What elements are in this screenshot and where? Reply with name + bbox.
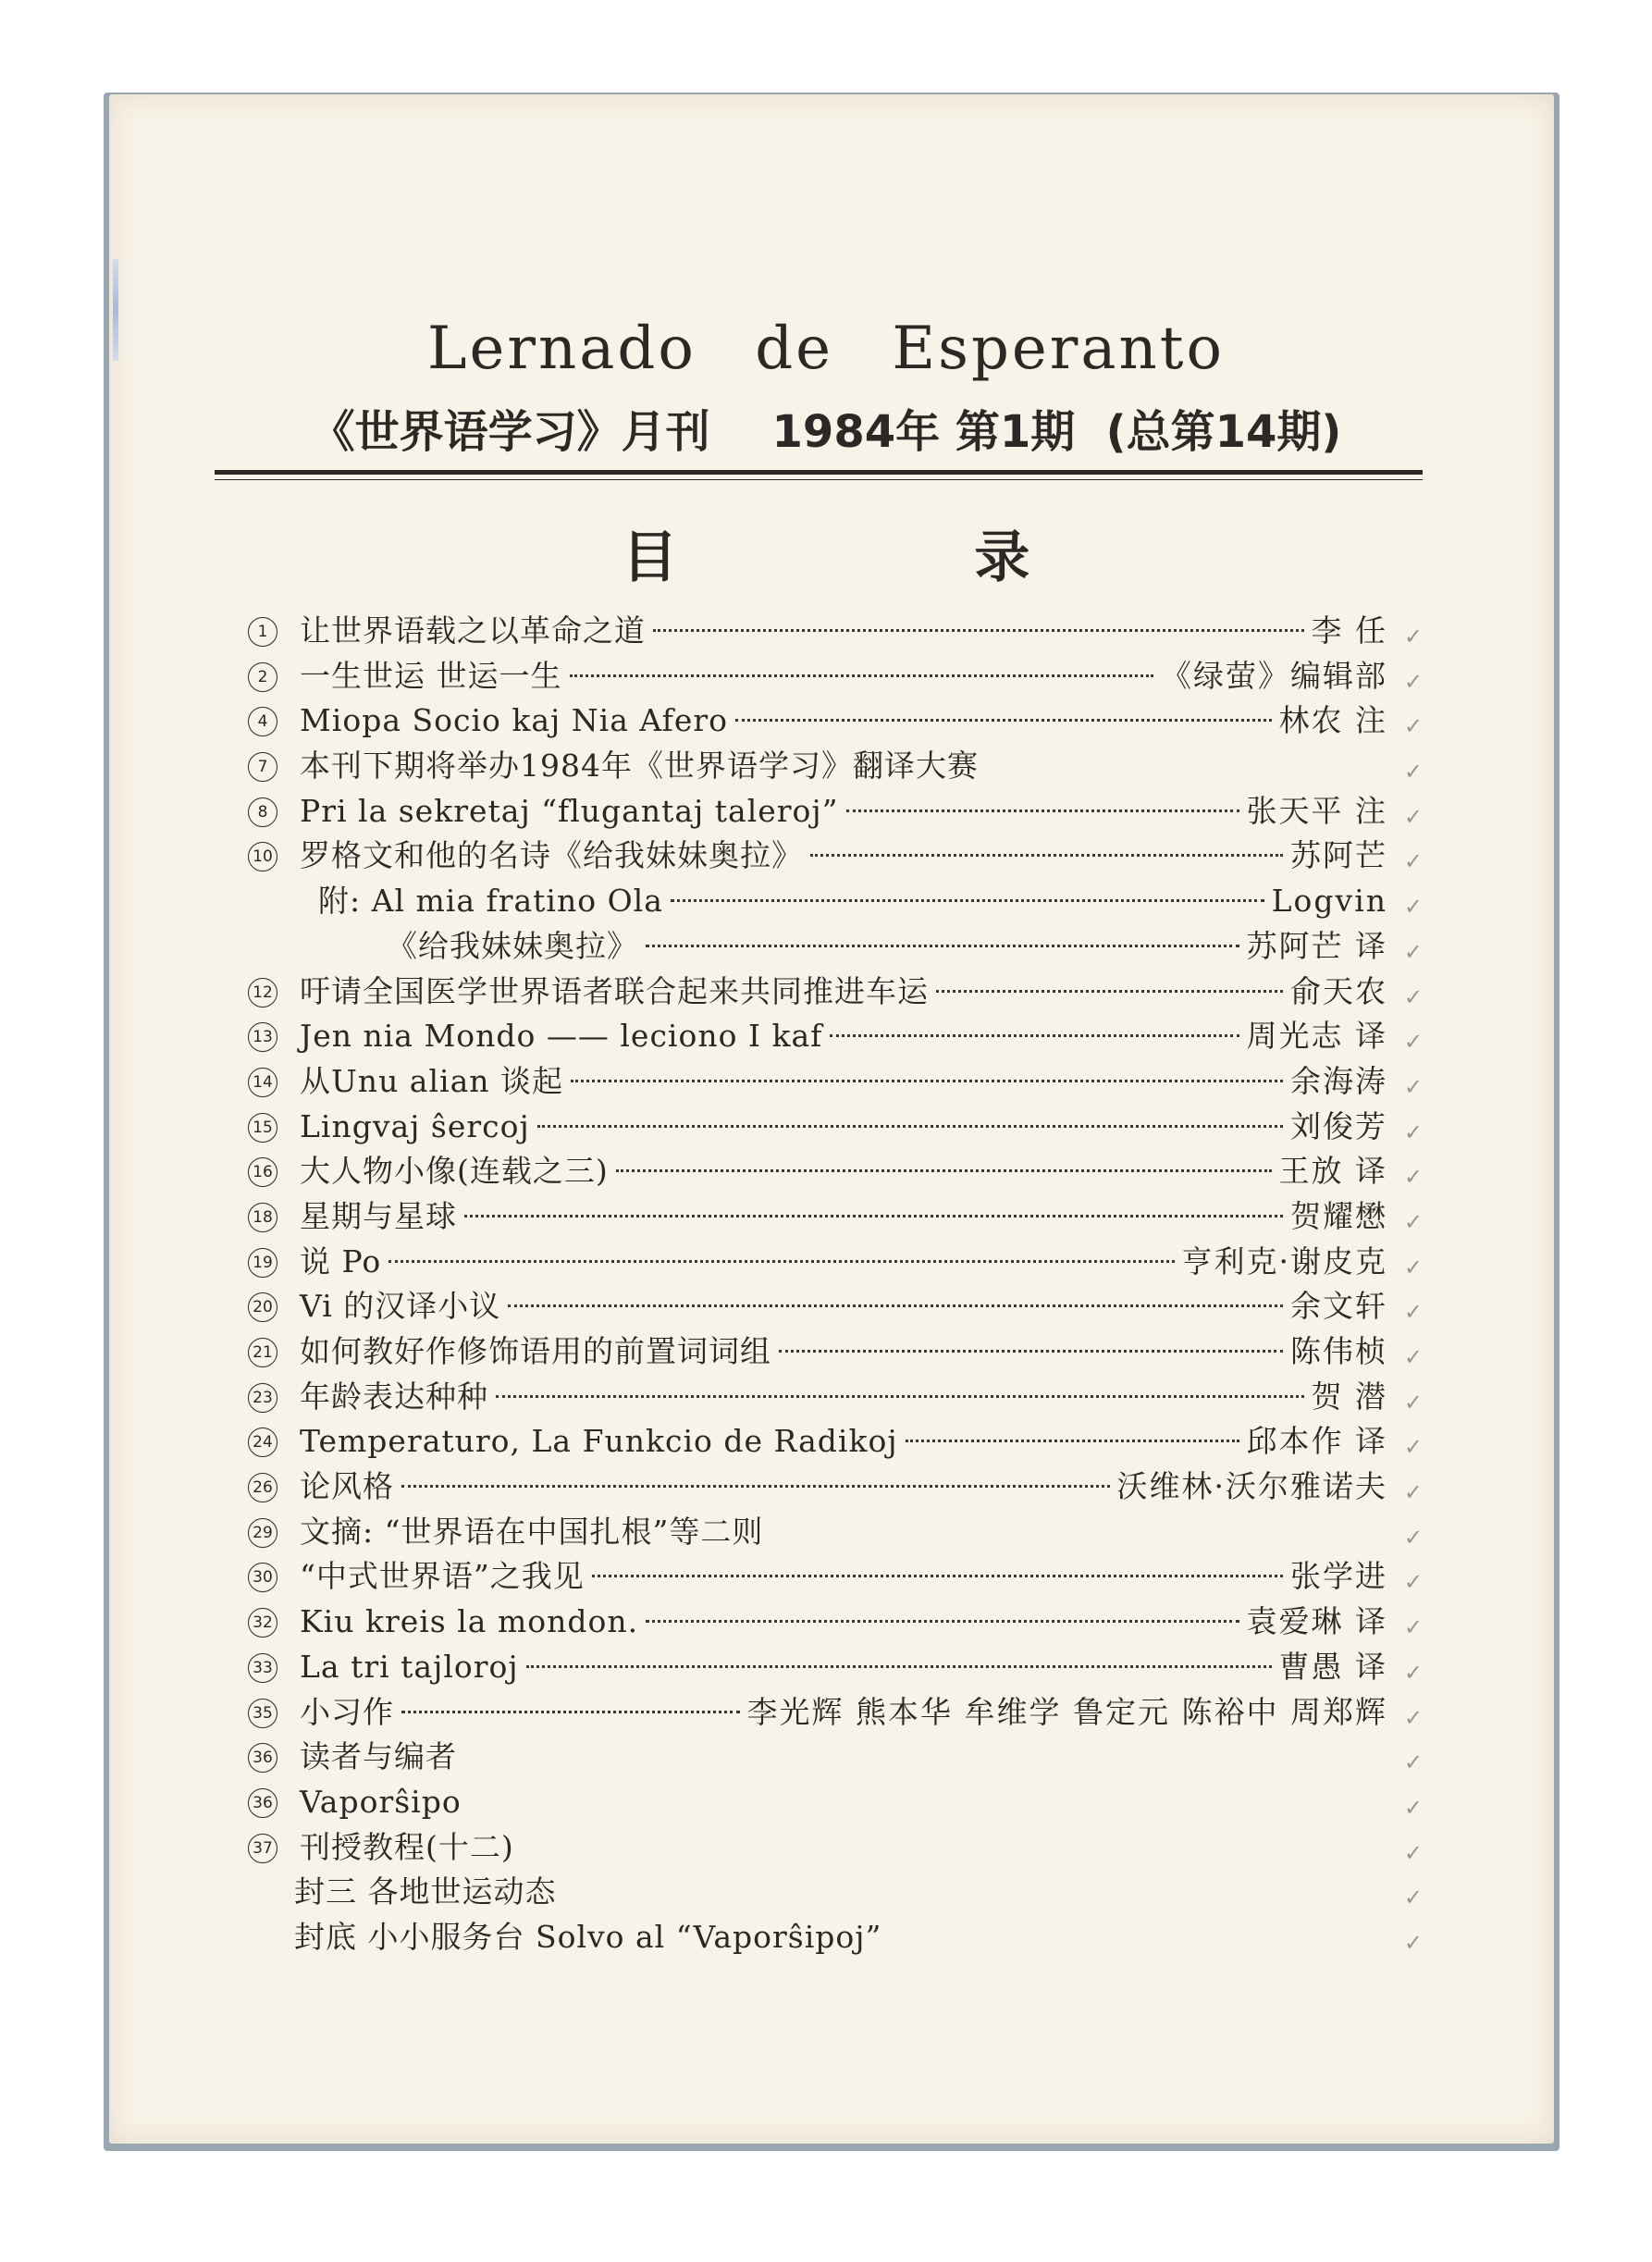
pencil-check-icon: ✓ [1403, 624, 1423, 649]
toc-entry-title: Kiu kreis la mondon. [300, 1603, 639, 1640]
toc-entry-line [300, 1014, 1387, 1059]
dot-leader [537, 1125, 1283, 1128]
page-number-circle: 24 [248, 1428, 277, 1457]
toc-entry-line [300, 1375, 1387, 1420]
page-number-circle: 2 [248, 662, 277, 692]
toc-entry-title: 从Unu alian 谈起 [300, 1062, 564, 1099]
page-number-circle: 7 [248, 752, 277, 782]
toc-entry-line [300, 654, 1387, 699]
toc-entry-line [300, 744, 1387, 789]
page-number-circle: 36 [248, 1743, 277, 1773]
toc-entry-author: 王放 译 [1278, 1153, 1387, 1190]
toc-entry-line [300, 1105, 1387, 1150]
pencil-check-icon: ✓ [1403, 1614, 1423, 1641]
toc-entry-title: 本刊下期将举办1984年《世界语学习》翻译大赛 [300, 748, 979, 785]
toc-entry-author: 袁爱琳 译 [1246, 1603, 1387, 1640]
dot-leader [616, 1169, 1272, 1172]
pencil-check-icon: ✓ [1403, 668, 1423, 695]
toc-entry-title: 说 Po [300, 1242, 382, 1279]
pencil-check-icon: ✓ [1403, 1885, 1423, 1911]
pencil-check-icon: ✓ [1403, 1208, 1423, 1235]
toc-entry-line [294, 1870, 1387, 1915]
toc-entry-title: 文摘: “世界语在中国扎根”等二则 [300, 1513, 764, 1550]
toc-entry-line [387, 924, 1387, 970]
toc-entry-line [300, 789, 1387, 834]
pencil-check-icon: ✓ [1403, 1479, 1423, 1506]
toc-entry-author: 沃维林·沃尔雅诺夫 [1116, 1468, 1387, 1505]
toc-entry-line [300, 698, 1387, 744]
toc-entry-title: 大人物小像(连载之三) [300, 1153, 609, 1190]
pencil-check-icon: ✓ [1403, 1029, 1423, 1056]
dot-leader [388, 1260, 1174, 1263]
toc-entry-title: Pri la sekretaj “flugantaj taleroj” [300, 792, 839, 829]
toc-entry-author: 李光辉 熊本华 牟维学 鲁定元 陈裕中 周郑辉 [746, 1693, 1387, 1730]
dot-leader [646, 1620, 1239, 1623]
toc-entry [248, 1690, 1423, 1736]
toc-entry-title: 罗格文和他的名诗《给我妹妹奥拉》 [300, 837, 803, 874]
page-number-circle: 4 [248, 707, 277, 736]
page-number-circle: 10 [248, 842, 277, 871]
dot-leader [846, 810, 1239, 812]
pencil-check-icon: ✓ [1403, 1299, 1423, 1326]
pencil-check-icon: ✓ [1403, 1704, 1423, 1731]
pencil-check-icon: ✓ [1403, 1839, 1423, 1866]
toc-entry-line [300, 1465, 1387, 1510]
toc-entry [248, 1465, 1423, 1510]
toc-entry-author: 陈伟桢 [1290, 1333, 1387, 1369]
toc-entry-line [300, 970, 1387, 1015]
pencil-check-icon: ✓ [1403, 1389, 1423, 1415]
page-number-circle: 12 [248, 978, 277, 1007]
pencil-check-icon: ✓ [1403, 1569, 1423, 1596]
toc-entry [248, 924, 1423, 970]
toc-entry-line [300, 1284, 1387, 1329]
toc-entry-title: Miopa Socio kaj Nia Afero [300, 702, 728, 739]
page-number-circle: 35 [248, 1699, 277, 1728]
toc-entry [248, 744, 1423, 789]
toc-entry-title: 星期与星球 [300, 1197, 457, 1234]
toc-entry [248, 1014, 1423, 1059]
pencil-check-icon: ✓ [1403, 1119, 1423, 1145]
toc-entry [248, 1735, 1423, 1780]
toc-entry [248, 654, 1423, 699]
toc-entry-title: La tri tajloroj [300, 1648, 519, 1685]
toc-entry-author: 《绿萤》编辑部 [1161, 657, 1387, 694]
toc-entry-title: 封三 各地世运动态 [294, 1873, 557, 1910]
dot-leader [906, 1440, 1239, 1442]
pencil-check-icon: ✓ [1403, 1524, 1423, 1551]
toc-entry-line [300, 1825, 1387, 1871]
dot-leader [646, 945, 1239, 947]
toc-entry-title: Vi 的汉译小议 [300, 1288, 501, 1325]
toc-entry [248, 1375, 1423, 1420]
pencil-check-icon: ✓ [1403, 1929, 1423, 1956]
toc-entry [248, 1059, 1423, 1105]
toc-entry-line [300, 1600, 1387, 1645]
toc-entry [248, 1870, 1423, 1915]
page-number-circle: 33 [248, 1653, 277, 1683]
toc-entry [248, 1419, 1423, 1465]
pencil-check-icon: ✓ [1403, 1254, 1423, 1280]
pencil-check-icon: ✓ [1403, 848, 1423, 875]
header-rule-thin [215, 479, 1423, 480]
toc-entry-author: 俞天农 [1290, 972, 1387, 1009]
toc-entry-author: 曹愚 译 [1278, 1648, 1387, 1685]
toc-entry-author: 周光志 译 [1246, 1018, 1387, 1055]
toc-entry-title: Lingvaj ŝercoj [300, 1107, 530, 1144]
table-of-contents [248, 609, 1423, 1960]
dot-leader [779, 1350, 1283, 1353]
dot-leader [810, 854, 1283, 857]
toc-entry [248, 1329, 1423, 1375]
toc-entry-line [300, 1735, 1387, 1780]
toc-entry-author: 贺 潜 [1311, 1378, 1387, 1415]
pencil-check-icon: ✓ [1403, 938, 1423, 965]
dot-leader [830, 1034, 1239, 1037]
toc-entry-author: 余文轩 [1290, 1288, 1387, 1325]
toc-entry [248, 1600, 1423, 1645]
toc-entry [248, 1194, 1423, 1240]
toc-entry [248, 1825, 1423, 1871]
toc-entry-line [300, 1059, 1387, 1105]
toc-entry-title: 如何教好作修饰语用的前置词词组 [300, 1333, 771, 1369]
toc-entry-author: 亨利克·谢皮克 [1181, 1242, 1387, 1279]
toc-entry [248, 1284, 1423, 1329]
page-number-circle: 21 [248, 1338, 277, 1367]
toc-entry-author: 余海涛 [1290, 1062, 1387, 1099]
toc-entry-line [300, 1554, 1387, 1600]
toc-entry [248, 1645, 1423, 1690]
toc-entry-line [294, 1915, 1387, 1960]
dot-leader [735, 719, 1272, 722]
toc-entry-author: 张学进 [1290, 1558, 1387, 1595]
toc-entry-author: 贺耀懋 [1290, 1197, 1387, 1234]
magazine-title-esperanto: Lernado de Esperanto [427, 315, 1225, 383]
dot-leader [464, 1215, 1283, 1218]
toc-entry [248, 1554, 1423, 1600]
toc-entry-line [318, 879, 1387, 924]
page-number-circle: 32 [248, 1608, 277, 1638]
toc-entry-title: 附: Al mia fratino Ola [318, 883, 663, 920]
pencil-check-icon: ✓ [1403, 713, 1423, 740]
dot-leader [526, 1665, 1272, 1668]
page-number-circle: 30 [248, 1563, 277, 1592]
page-number-circle: 20 [248, 1292, 277, 1322]
toc-entry-title: 论风格 [300, 1468, 394, 1505]
toc-entry-line [300, 1645, 1387, 1690]
dot-leader [570, 674, 1154, 677]
page-number-circle: 29 [248, 1518, 277, 1548]
toc-entry-title: 年龄表达种种 [300, 1378, 488, 1415]
pencil-check-icon: ✓ [1403, 1749, 1423, 1776]
toc-entry [248, 1240, 1423, 1285]
toc-entry-title: Jen nia Mondo —— leciono I kaf [300, 1018, 823, 1055]
pencil-check-icon: ✓ [1403, 983, 1423, 1010]
pencil-check-icon: ✓ [1403, 1659, 1423, 1686]
dot-leader [508, 1304, 1283, 1307]
page-number-circle: 18 [248, 1203, 277, 1232]
toc-entry-line [300, 1240, 1387, 1285]
page-number-circle: 26 [248, 1473, 277, 1502]
toc-entry-title: 刊授教程(十二) [300, 1828, 514, 1865]
pencil-check-icon: ✓ [1403, 1073, 1423, 1100]
toc-entry [248, 1780, 1423, 1825]
page-number-circle: 37 [248, 1834, 277, 1863]
toc-entry-title: 读者与编者 [300, 1738, 457, 1775]
toc-entry-author: 苏阿芒 [1290, 837, 1387, 874]
toc-entry-author: 邱本作 译 [1246, 1423, 1387, 1460]
toc-entry-title: 小习作 [300, 1693, 394, 1730]
dot-leader [936, 990, 1283, 993]
dot-leader [653, 629, 1304, 632]
toc-entry [248, 834, 1423, 879]
toc-entry-line [300, 1149, 1387, 1194]
toc-entry [248, 970, 1423, 1015]
page-number-circle: 1 [248, 617, 277, 647]
toc-entry-line [300, 609, 1387, 654]
toc-entry-author: 刘俊芳 [1290, 1107, 1387, 1144]
toc-entry-title: 《给我妹妹奥拉》 [387, 927, 638, 964]
toc-entry-author: 林农 注 [1278, 702, 1387, 739]
toc-entry [248, 1915, 1423, 1960]
toc-entry-line [300, 1510, 1387, 1555]
page-number-circle: 16 [248, 1157, 277, 1187]
page-number-circle: 15 [248, 1113, 277, 1143]
pencil-check-icon: ✓ [1403, 803, 1423, 830]
dot-leader [401, 1485, 1110, 1488]
page-number-circle: 13 [248, 1022, 277, 1052]
toc-entry [248, 879, 1423, 924]
toc-entry-title: 一生世运 世运一生 [300, 657, 562, 694]
dot-leader [496, 1395, 1304, 1398]
page-number-circle: 14 [248, 1068, 277, 1097]
toc-entry-title: 封底 小小服务台 Solvo al “Vaporŝipoj” [294, 1918, 882, 1955]
header-rule-thick [215, 470, 1423, 475]
toc-entry-line [300, 1780, 1387, 1825]
dot-leader [401, 1711, 740, 1713]
magazine-issue-line: 《世界语学习》月刊 1984年 第1期 (总第14期) [310, 406, 1342, 458]
pencil-check-icon: ✓ [1403, 1344, 1423, 1370]
dot-leader [571, 1080, 1283, 1082]
page-number-circle: 8 [248, 797, 277, 827]
toc-entry-title: 吁请全国医学世界语者联合起来共同推进车运 [300, 972, 929, 1009]
toc-entry-line [300, 1194, 1387, 1240]
toc-entry-line [300, 1329, 1387, 1375]
toc-entry-line [300, 834, 1387, 879]
toc-entry [248, 789, 1423, 834]
page-number-circle: 23 [248, 1383, 277, 1413]
toc-entry-author: 苏阿芒 译 [1246, 927, 1387, 964]
toc-entry [248, 1510, 1423, 1555]
toc-entry-title: Temperaturo, La Funkcio de Radikoj [300, 1423, 898, 1460]
toc-entry-title: Vaporŝipo [300, 1783, 462, 1820]
toc-entry-line [300, 1690, 1387, 1736]
toc-entry [248, 609, 1423, 654]
toc-entry [248, 1149, 1423, 1194]
dot-leader [671, 899, 1264, 902]
pencil-check-icon: ✓ [1403, 1794, 1423, 1821]
toc-entry-title: “中式世界语”之我见 [300, 1558, 585, 1595]
toc-entry-author: 张天平 注 [1246, 792, 1387, 829]
dot-leader [592, 1575, 1283, 1577]
toc-entry [248, 698, 1423, 744]
toc-entry-line [300, 1419, 1387, 1465]
pencil-check-icon: ✓ [1403, 1434, 1423, 1461]
page-number-circle: 36 [248, 1788, 277, 1818]
toc-entry-title: 让世界语载之以革命之道 [300, 612, 646, 649]
page-number-circle: 19 [248, 1248, 277, 1278]
pencil-check-icon: ✓ [1403, 894, 1423, 921]
toc-entry [248, 1105, 1423, 1150]
toc-heading: 目 录 [622, 525, 1169, 590]
toc-entry-author: Logvin [1271, 883, 1387, 920]
pencil-check-icon: ✓ [1403, 759, 1423, 785]
toc-entry-author: 李 任 [1311, 612, 1387, 649]
pencil-check-icon: ✓ [1403, 1164, 1423, 1191]
